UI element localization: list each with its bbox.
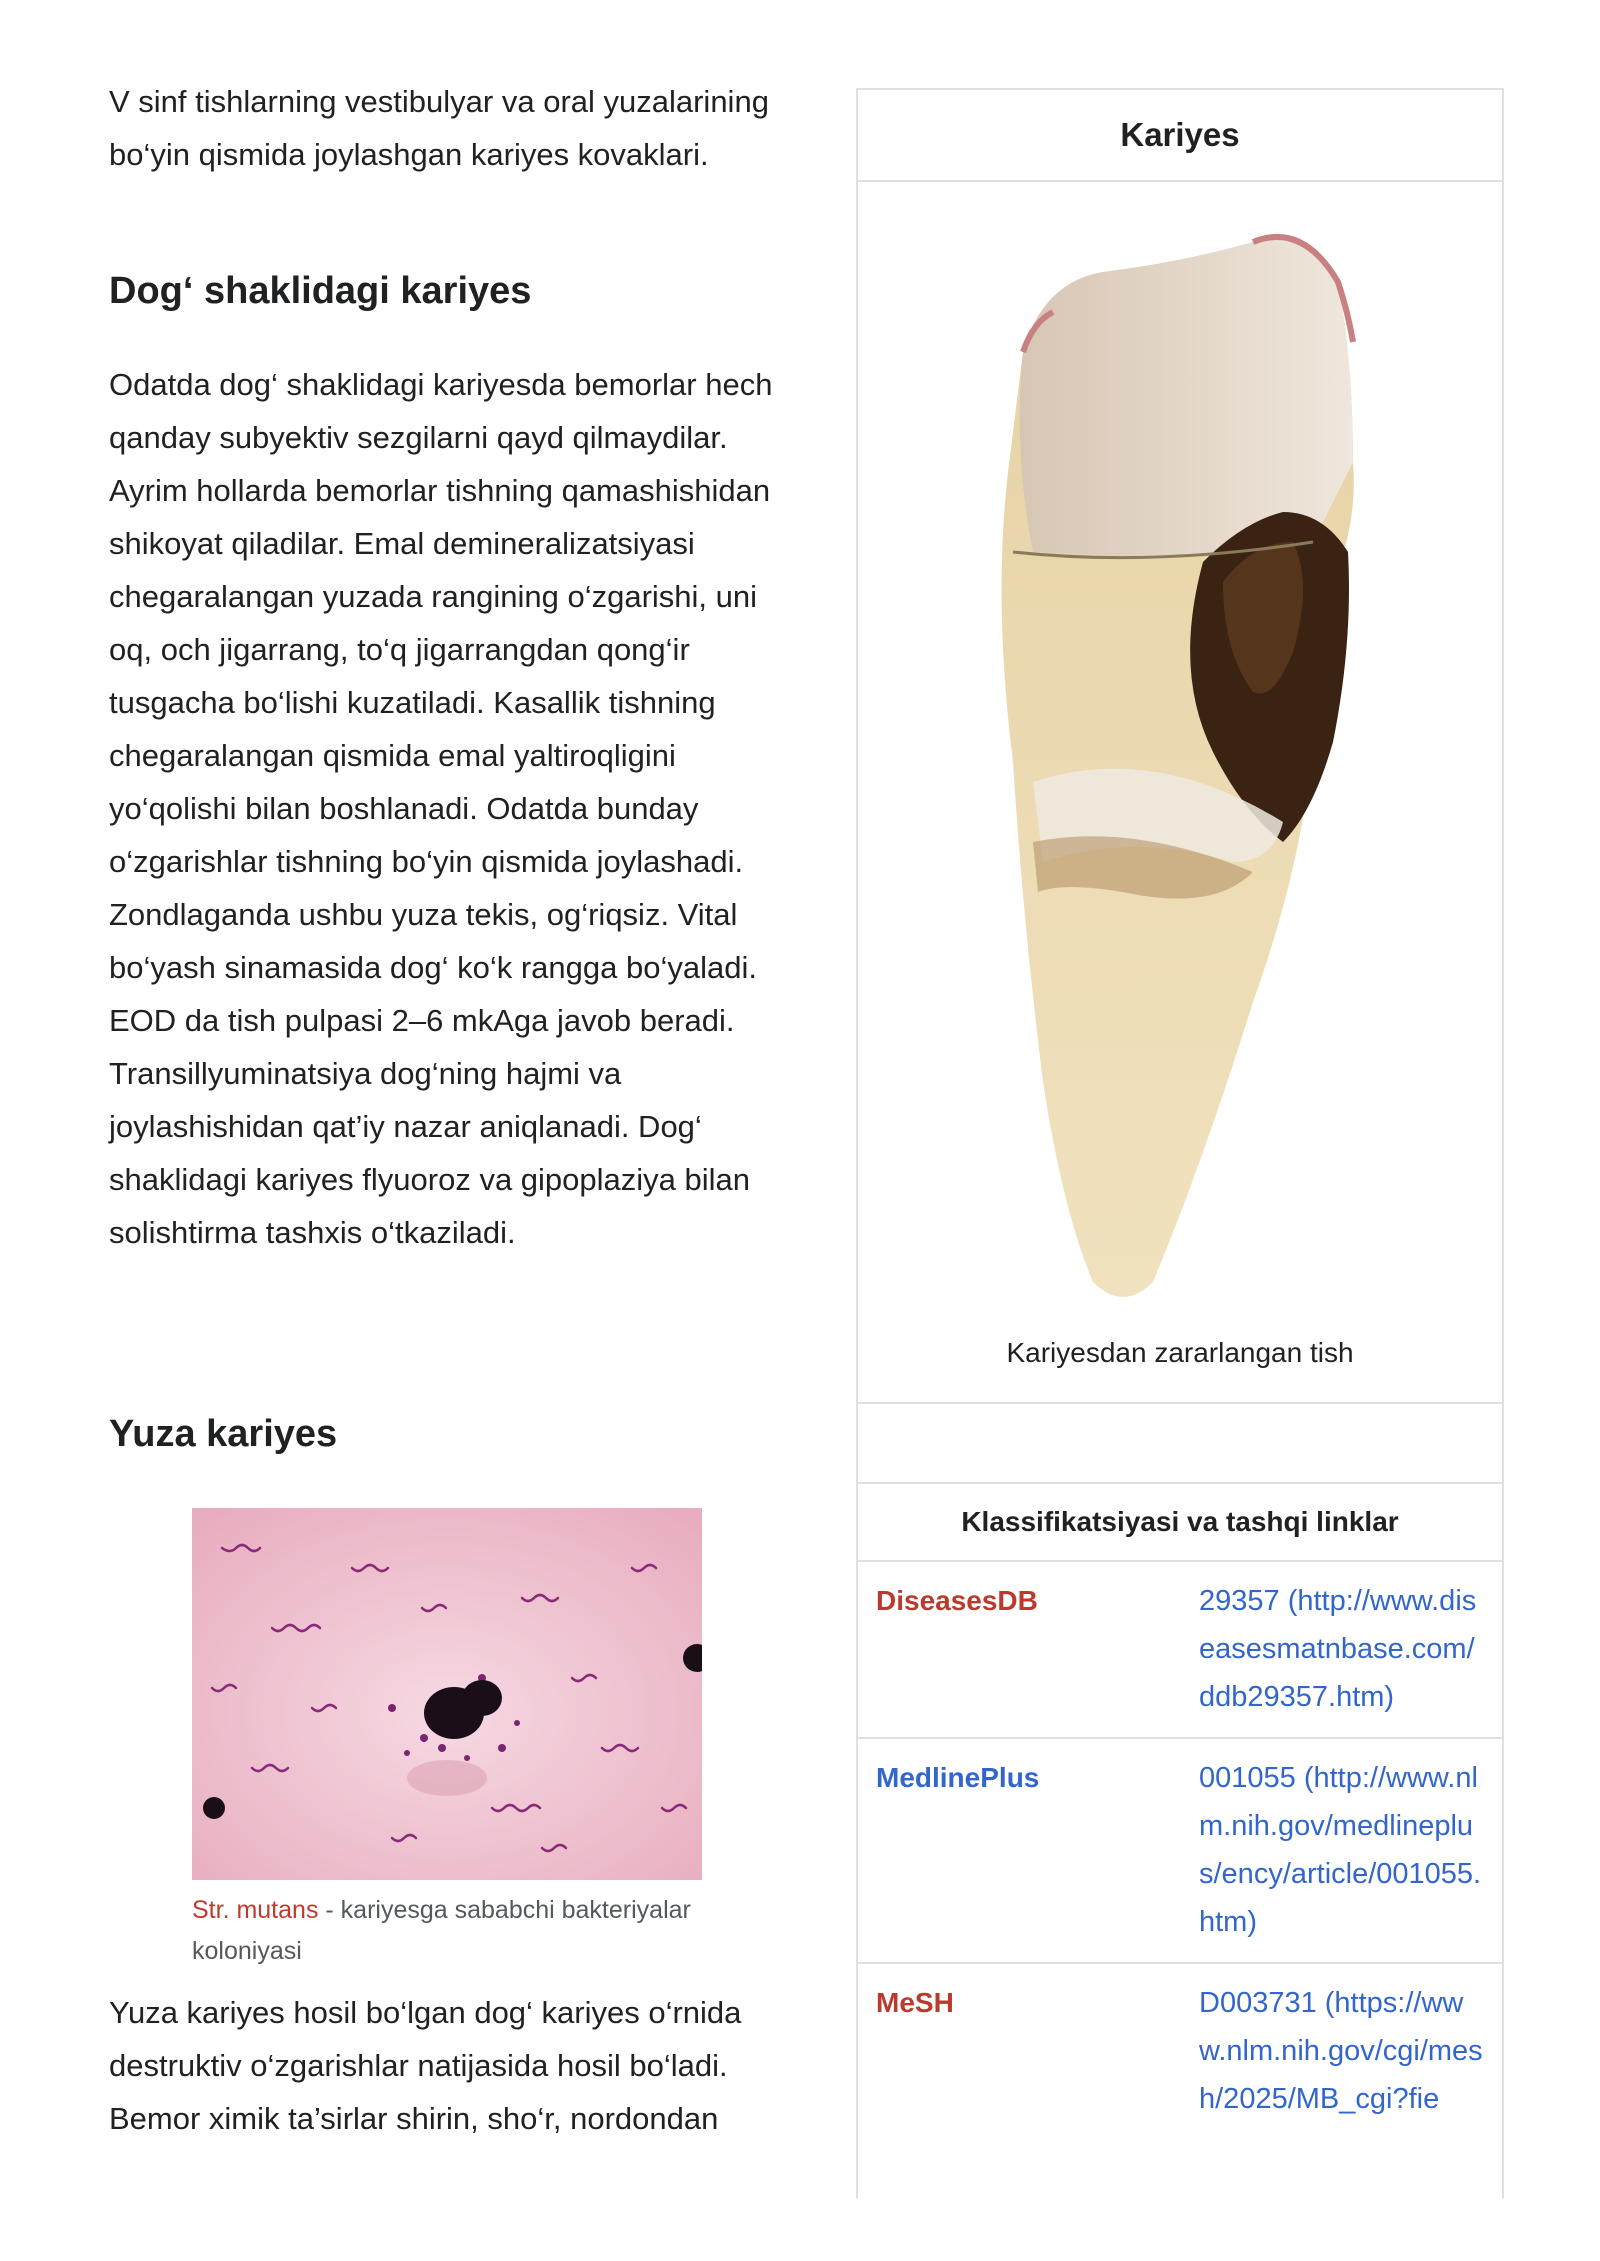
bacteria-figure <box>192 1508 702 1972</box>
yuza-kariyes-paragraph: Yuza kariyes hosil bo‘lgan dog‘ kariyes o‘rnida destruktiv o‘zgarishlar natijasida hosil bo‘ladi. Bemor ximik ta’sirlar shirin, sho‘r, nordondan <box>109 1995 742 2136</box>
intro-paragraph: V sinf tishlarning vestibulyar va oral yuzalarining bo‘yin qismida joylashgan kariyes kovaklari. <box>109 84 769 172</box>
infobox-image-caption: Kariyesdan zararlangan tish <box>1006 1337 1354 1368</box>
infobox-title: Kariyes <box>858 90 1502 182</box>
medlineplus-link[interactable]: 001055 (http://www.nlm.nih.gov/medlineplus/ency/article/001055.htm) <box>1199 1762 1482 1938</box>
figure-caption-text: - kariyesga sababchi bakteriyalar koloniyasi <box>192 1896 691 1965</box>
infobox <box>856 88 1504 2198</box>
section-heading-dog-shaklidagi: Dog‘ shaklidagi kariyes <box>109 270 532 312</box>
diseasesdb-link[interactable]: 29357 (http://www.diseasesmatnbase.com/ddb29357.htm) <box>1199 1585 1477 1713</box>
infobox-image-row <box>858 182 1502 1404</box>
infobox-row-mesh <box>858 1964 1502 2139</box>
medlineplus-label[interactable]: MedlinePlus <box>876 1762 1040 1793</box>
figure-caption <box>192 1890 702 1972</box>
section-heading-yuza: Yuza kariyes <box>109 1413 338 1455</box>
infobox-row-medlineplus <box>858 1739 1502 1964</box>
infobox-row-diseasesdb <box>858 1562 1502 1739</box>
carious-tooth-image[interactable] <box>953 222 1413 1302</box>
bacteria-colony-image[interactable] <box>192 1508 702 1880</box>
mesh-label[interactable]: MeSH <box>876 1987 954 2018</box>
str-mutans-link[interactable]: Str. mutans <box>192 1896 319 1924</box>
infobox-subheading: Klassifikatsiyasi va tashqi linklar <box>858 1484 1502 1562</box>
mesh-link[interactable]: D003731 (https://www.nlm.nih.gov/cgi/mesh/2025/MB_cgi?fie <box>1199 1987 1483 2115</box>
diseasesdb-label[interactable]: DiseasesDB <box>876 1585 1038 1616</box>
dog-shaklidagi-paragraph: Odatda dog‘ shaklidagi kariyesda bemorlar hech qanday subyektiv sezgilarni qayd qilmaydilar. Ayrim hollarda bemorlar tishning qamashishidan shikoyat qiladilar. Emal demineralizatsiyasi chegaralangan yuzada rangining o‘zgarishi, uni oq, och jigarrang, to‘q jigarrangdan qong‘ir tusgacha bo‘lishi kuzatiladi. Kasallik tishning chegaralangan qismida emal yaltiroqligini yo‘qolishi bilan boshlanadi. Odatda bunday o‘zgarishlar tishning bo‘yin qismida joylashadi. Zondlaganda ushbu yuza tekis, og‘riqsiz. Vital bo‘yash sinamasida dog‘ ko‘k rangga bo‘yaladi. EOD da tish pulpasi 2–6 mkAga javob beradi. Transillyuminatsiya dog‘ning hajmi va joylashishidan qat’iy nazar aniqlanadi. Dog‘ shaklidagi kariyes flyuoroz va gipoplaziya bilan solishtirma tashxis o‘tkaziladi. <box>109 367 773 1250</box>
infobox-empty-row <box>858 1404 1502 1484</box>
